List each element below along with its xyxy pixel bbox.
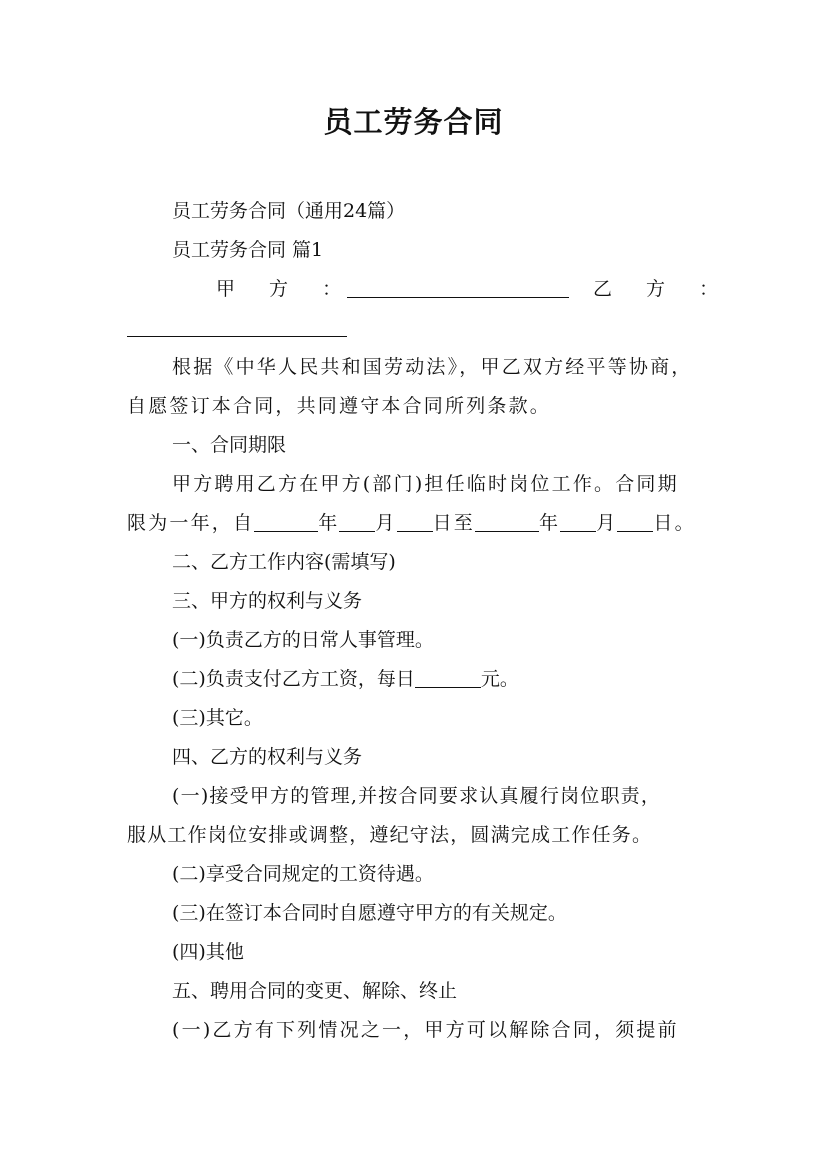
section-3-item-1: (一)负责乙方的日常人事管理。 [172,629,434,651]
section-4-item-2: (二)享受合同规定的工资待遇。 [172,863,434,885]
section-2-title: 二、乙方工作内容(需填写) [172,551,396,573]
intro-line-2: 自愿签订本合同，共同遵守本合同所列条款。 [127,395,552,417]
start-month-blank [339,513,375,532]
end-year-blank [475,513,539,532]
section-4-item-4: (四)其他 [172,941,244,963]
text: (二)负责支付乙方工资，每日 [172,668,415,690]
section-3-title: 三、甲方的权利与义务 [172,590,363,612]
text: 月 [596,512,618,534]
text: 日。 [653,512,696,534]
section-4-item-3: (三)在签订本合同时自愿遵守甲方的有关规定。 [172,902,567,924]
section-1-title: 一、合同期限 [172,434,287,456]
section-1-line-1: 甲方聘用乙方在甲方(部门)担任临时岗位工作。合同期 [172,473,679,495]
section-4-title: 四、乙方的权利与义务 [172,746,363,768]
daily-wage-blank [415,669,481,688]
document-title: 员工劳务合同 [323,105,504,139]
text: 限为一年，自 [127,512,255,534]
text: 月 [375,512,397,534]
party-a-label: 甲 方 ： [216,278,356,300]
section-4-item-1-line-2: 服从工作岗位安排或调整，遵纪守法，圆满完成工作任务。 [127,824,653,846]
end-day-blank [617,513,653,532]
party-a-blank [347,279,569,298]
text: 元。 [480,668,519,690]
section-3-item-2 [172,666,717,692]
start-day-blank [397,513,433,532]
text: 年 [539,512,561,534]
start-year-blank [254,513,318,532]
section-4-item-1-line-1: (一)接受甲方的管理,并按合同要求认真履行岗位职责， [172,785,662,807]
section-3-item-3: (三)其它。 [172,707,263,729]
intro-line-1: 根据《中华人民共和国劳动法》，甲乙双方经平等协商， [172,356,693,378]
party-b-label: 乙 方 ： [593,278,733,300]
piece-heading: 员工劳务合同 篇1 [172,239,324,261]
subtitle: 员工劳务合同（通用24篇） [172,200,406,222]
section-5-item-1: (一)乙方有下列情况之一，甲方可以解除合同，须提前 [172,1019,679,1041]
section-1-line-2 [127,510,717,536]
text: 日至 [432,512,476,534]
party-b-blank [127,318,347,337]
text: 年 [318,512,340,534]
end-month-blank [560,513,596,532]
section-5-title: 五、聘用合同的变更、解除、终止 [172,980,458,1002]
